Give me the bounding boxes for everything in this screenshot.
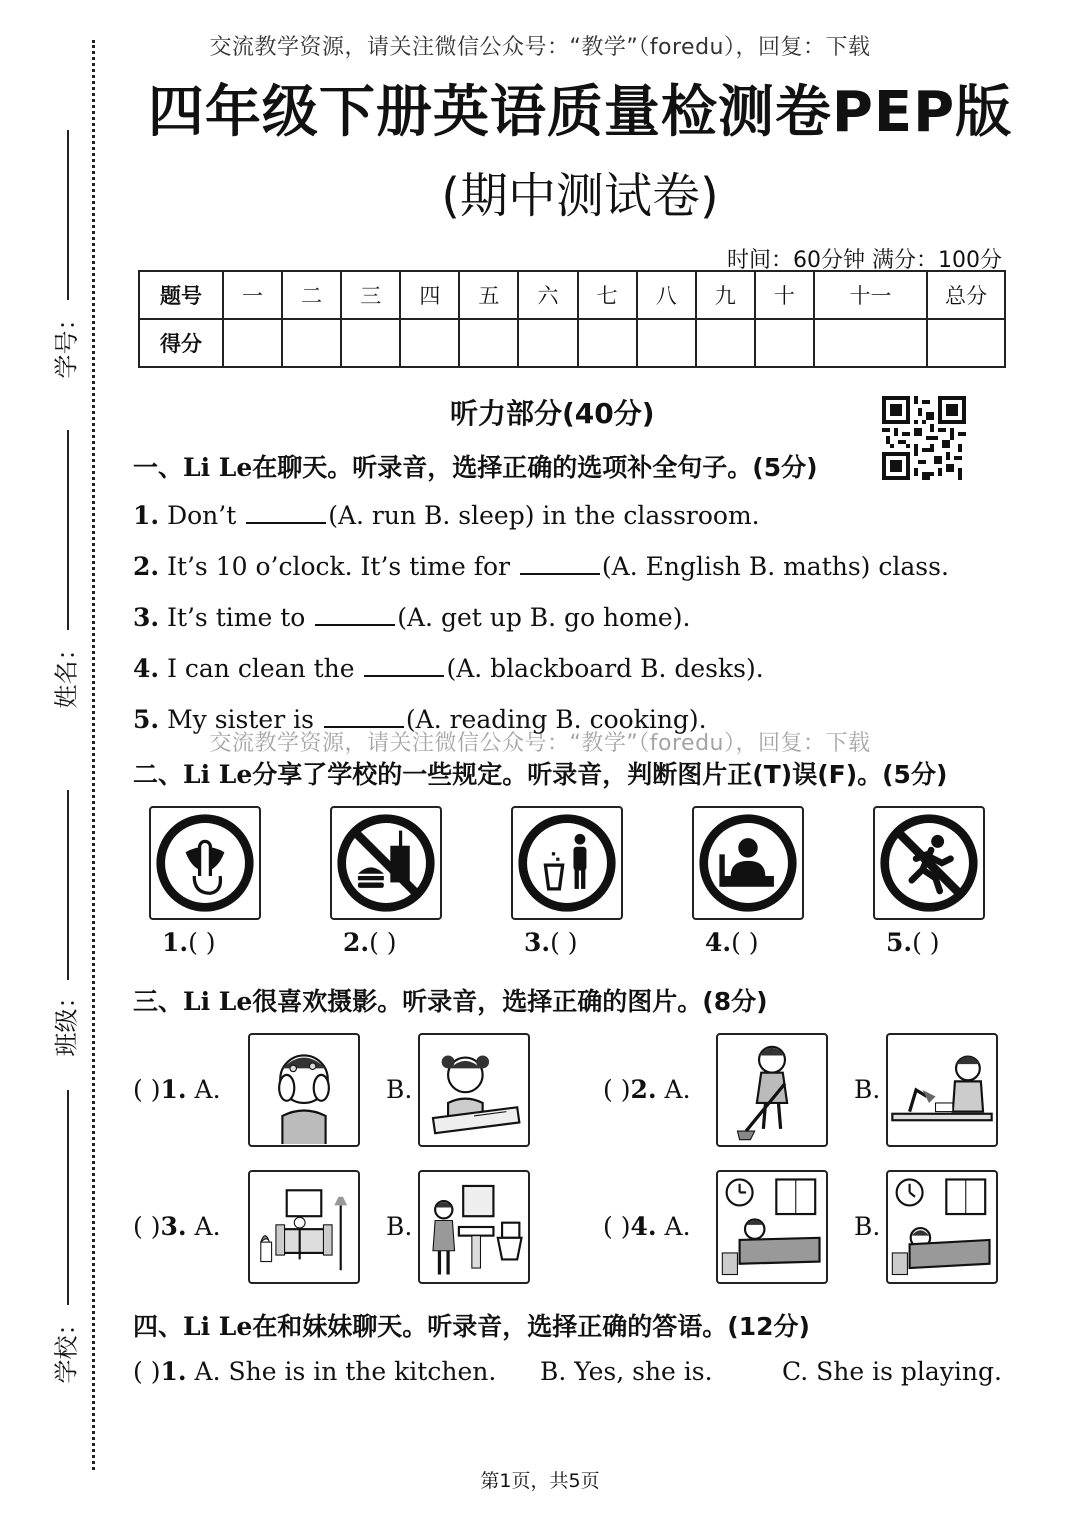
table-header-label: 题号 <box>139 271 223 319</box>
score-table <box>138 270 1006 368</box>
sec3-q2-b-label: B. <box>854 1075 881 1104</box>
section-1-heading <box>133 448 818 484</box>
sec1-question-4 <box>133 651 764 683</box>
question-text: Don’t <box>167 501 237 530</box>
girl-sweeping-floor-icon[interactable] <box>716 1033 828 1147</box>
section-3-text: 很喜欢摄影。听录音，选择正确的图片。(8分) <box>252 987 768 1016</box>
sign-2-answer[interactable] <box>343 928 397 957</box>
score-cell[interactable] <box>755 319 814 367</box>
qr-code-icon[interactable] <box>880 396 968 480</box>
table-col-1: 一 <box>223 271 282 319</box>
answer-blank[interactable] <box>324 702 404 728</box>
question-number: 4. <box>133 654 160 683</box>
sec3-q2-label[interactable] <box>603 1075 691 1104</box>
table-col-4: 四 <box>400 271 459 319</box>
answer-blank[interactable] <box>364 651 444 677</box>
table-col-10: 十 <box>755 271 814 319</box>
section-4-heading <box>133 1307 810 1343</box>
option-a-label: A. <box>664 1075 691 1104</box>
living-room-icon[interactable] <box>248 1170 360 1284</box>
no-food-drink-icon <box>330 806 442 920</box>
table-col-total: 总分 <box>927 271 1005 319</box>
question-text: It’s time to <box>167 603 306 632</box>
girl-at-desk-icon[interactable] <box>418 1033 530 1147</box>
question-number: 2. <box>630 1075 657 1104</box>
sec3-q3-label[interactable] <box>133 1212 221 1241</box>
score-cell[interactable] <box>341 319 400 367</box>
name-label: 姓名： <box>52 636 81 709</box>
question-number: 1. <box>160 1075 187 1104</box>
reading-desk-icon <box>692 806 804 920</box>
question-number: 1. <box>160 1357 187 1386</box>
question-number: 1. <box>133 501 160 530</box>
sec3-q3-b-label: B. <box>386 1212 413 1241</box>
name-line <box>67 430 69 630</box>
score-cell[interactable] <box>400 319 459 367</box>
school-label: 学校： <box>52 1311 81 1384</box>
section-1-prefix: 一、 <box>133 453 184 482</box>
score-cell[interactable] <box>282 319 341 367</box>
sec4-question-1-option-b: B. Yes, she is. <box>540 1357 713 1386</box>
sec3-q1-b-label: B. <box>386 1075 413 1104</box>
bathroom-icon[interactable] <box>418 1170 530 1284</box>
question-number: 4. <box>630 1212 657 1241</box>
school-line <box>67 1090 69 1305</box>
question-text: My sister is <box>167 705 314 734</box>
score-cell[interactable] <box>459 319 518 367</box>
table-col-6: 六 <box>518 271 577 319</box>
answer-blank[interactable] <box>315 600 395 626</box>
section-4-prefix: 四、 <box>133 1312 184 1341</box>
section-2-heading <box>133 755 947 791</box>
sec3-q4-label[interactable] <box>603 1212 691 1241</box>
time-and-score: 时间：60分钟 满分：100分 <box>727 248 1002 273</box>
sign-3-answer[interactable] <box>524 928 578 957</box>
boy-sleeping-icon[interactable] <box>886 1170 998 1284</box>
watermark-middle: 交流教学资源，请关注微信公众号：“教学”（foredu），回复：下载 <box>209 731 871 756</box>
sign-number: 2. <box>343 928 370 957</box>
sec1-question-5 <box>133 702 707 734</box>
score-cell[interactable] <box>223 319 282 367</box>
answer-blank[interactable] <box>246 498 326 524</box>
binding-dashed-line <box>92 40 95 1470</box>
sign-4-answer[interactable] <box>705 928 759 957</box>
question-options: (A. blackboard B. desks). <box>446 654 764 683</box>
student-number-line <box>67 130 69 300</box>
score-cell[interactable] <box>814 319 927 367</box>
option-a-label: A. <box>194 1212 221 1241</box>
question-options: (A. English B. maths) class. <box>601 552 949 581</box>
answer-paren: ( ) <box>603 1212 631 1241</box>
sec1-question-2 <box>133 549 949 581</box>
class-line <box>67 790 69 980</box>
score-table-score-row <box>139 319 1005 367</box>
sec4-question-1-option-c: C. She is playing. <box>782 1357 1002 1386</box>
no-running-icon <box>873 806 985 920</box>
question-options: (A. get up B. go home). <box>397 603 691 632</box>
sec1-question-3 <box>133 600 690 632</box>
question-number: 2. <box>133 552 160 581</box>
table-score-label: 得分 <box>139 319 223 367</box>
table-col-11: 十一 <box>814 271 927 319</box>
question-number: 3. <box>160 1212 187 1241</box>
table-col-7: 七 <box>578 271 637 319</box>
answer-paren: ( ) <box>603 1075 631 1104</box>
boy-waking-up-icon[interactable] <box>716 1170 828 1284</box>
table-col-9: 九 <box>696 271 755 319</box>
sign-number: 1. <box>162 928 189 957</box>
answer-blank[interactable] <box>520 549 600 575</box>
option-a-label: A. <box>664 1212 691 1241</box>
page-subtitle: (期中测试卷) <box>441 168 719 224</box>
question-options: (A. reading B. cooking). <box>405 705 707 734</box>
sign-number: 4. <box>705 928 732 957</box>
girl-cleaning-desk-icon[interactable] <box>886 1033 998 1147</box>
section-3-heading <box>133 982 768 1018</box>
answer-paren: ( ) <box>188 928 216 957</box>
section-2-name: Li Le <box>183 760 253 789</box>
score-cell[interactable] <box>518 319 577 367</box>
table-col-8: 八 <box>637 271 696 319</box>
score-cell[interactable] <box>578 319 637 367</box>
question-number: 3. <box>133 603 160 632</box>
answer-paren: ( ) <box>912 928 940 957</box>
quiet-sign-icon <box>149 806 261 920</box>
sec3-q1-label[interactable] <box>133 1075 221 1104</box>
page-title: 四年级下册英语质量检测卷PEP版 <box>147 80 1013 145</box>
score-cell[interactable] <box>927 319 1005 367</box>
answer-paren: ( ) <box>550 928 578 957</box>
table-col-5: 五 <box>459 271 518 319</box>
sec1-question-1 <box>133 498 760 530</box>
litter-bin-icon <box>511 806 623 920</box>
score-cell[interactable] <box>637 319 696 367</box>
class-label: 班级： <box>52 984 81 1057</box>
section-2-prefix: 二、 <box>133 760 184 789</box>
student-number-label: 学号： <box>52 306 81 379</box>
sign-number: 5. <box>886 928 913 957</box>
question-text: It’s 10 o’clock. It’s time for <box>167 552 510 581</box>
section-1-name: Li Le <box>183 453 253 482</box>
sign-number: 3. <box>524 928 551 957</box>
score-cell[interactable] <box>696 319 755 367</box>
table-col-3: 三 <box>341 271 400 319</box>
sec3-q4-b-label: B. <box>854 1212 881 1241</box>
table-col-2: 二 <box>282 271 341 319</box>
answer-paren: ( ) <box>731 928 759 957</box>
question-number: 5. <box>133 705 160 734</box>
section-2-text: 分享了学校的一些规定。听录音，判断图片正(T)误(F)。(5分) <box>252 760 948 789</box>
section-4-name: Li Le <box>183 1312 253 1341</box>
sec4-question-1[interactable] <box>133 1357 496 1386</box>
answer-paren: ( ) <box>133 1075 161 1104</box>
option-a-label: A. <box>194 1075 221 1104</box>
section-3-prefix: 三、 <box>133 987 184 1016</box>
answer-paren: ( ) <box>133 1357 161 1386</box>
option-a: A. She is in the kitchen. <box>194 1357 497 1386</box>
score-table-header-row <box>139 271 1005 319</box>
watermark-top: 交流教学资源，请关注微信公众号：“教学”（foredu），回复：下载 <box>209 35 871 60</box>
sign-5-answer[interactable] <box>886 928 940 957</box>
answer-paren: ( ) <box>133 1212 161 1241</box>
sign-1-answer[interactable] <box>162 928 216 957</box>
question-text: I can clean the <box>167 654 355 683</box>
page-footer: 第1页，共5页 <box>480 1470 600 1492</box>
section-3-name: Li Le <box>183 987 253 1016</box>
listening-section-title: 听力部分(40分) <box>450 397 655 430</box>
girl-washing-face-icon[interactable] <box>248 1033 360 1147</box>
answer-paren: ( ) <box>369 928 397 957</box>
section-1-text: 在聊天。听录音，选择正确的选项补全句子。(5分) <box>252 453 818 482</box>
section-4-text: 在和妹妹聊天。听录音，选择正确的答语。(12分) <box>252 1312 810 1341</box>
question-options: (A. run B. sleep) in the classroom. <box>328 501 760 530</box>
